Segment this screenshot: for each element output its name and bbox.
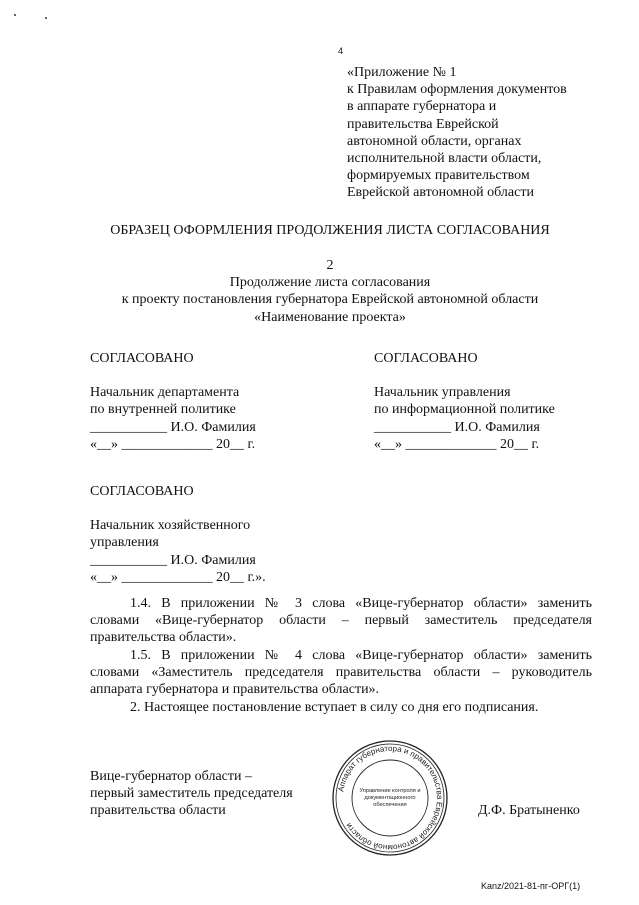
approval-line: ___________ И.О. Фамилия <box>374 419 540 435</box>
stamp-center-line: документационного <box>364 795 416 801</box>
stamp-center-line: Управление контроля и <box>359 788 421 794</box>
paragraph-1-5 <box>90 647 592 699</box>
approval-title: СОГЛАСОВАНО <box>90 351 194 366</box>
footer-code: Kanz/2021-81-пг-ОРГ(1) <box>481 881 581 891</box>
approval-line: «__» _____________ 20__ г.». <box>90 569 266 585</box>
sheet-line: к проекту постановления губернатора Еврейской автономной области <box>121 292 539 308</box>
approval-line: «__» _____________ 20__ г. <box>90 436 256 452</box>
document-heading: ОБРАЗЕЦ ОФОРМЛЕНИЯ ПРОДОЛЖЕНИЯ ЛИСТА СОГЛАСОВАНИЯ <box>110 223 550 238</box>
paragraph-line: 2. Настоящее постановление вступает в силу со дня его подписания. <box>130 700 539 715</box>
paragraph-1-4 <box>90 595 592 647</box>
page-number: 4 <box>338 46 344 56</box>
appendix-line: Еврейской автономной области <box>347 185 534 201</box>
approval-block <box>90 483 266 586</box>
signer-name: Д.Ф. Братыненко <box>478 803 580 818</box>
signature-position <box>90 768 293 820</box>
sheet-line: Продолжение листа согласования <box>229 275 431 291</box>
appendix-line: исполнительной власти области, <box>347 151 542 167</box>
paragraph-line: словами «Вице-губернатор области – первый заместитель председателя <box>90 613 592 629</box>
approval-line: ___________ И.О. Фамилия <box>90 419 256 435</box>
paragraph-line: 1.5. В приложении № 4 слова «Вице-губернатор области» заменить <box>130 648 592 663</box>
appendix-line: автономной области, органах <box>347 133 522 149</box>
approval-line: Начальник хозяйственного <box>90 518 251 534</box>
stamp-center-line: обеспечения <box>373 802 407 808</box>
approval-line: «__» _____________ 20__ г. <box>374 436 540 452</box>
paragraph-line: 1.4. В приложении № 3 слова «Вице-губернатор области» заменить <box>130 596 592 611</box>
appendix-line: формируемых правительством <box>347 168 530 184</box>
scan-speck <box>14 14 16 16</box>
sheet-line: «Наименование проекта» <box>254 309 406 325</box>
appendix-line: «Приложение № 1 <box>347 65 457 80</box>
approval-line: Начальник управления <box>374 385 511 401</box>
paragraph-line: аппарата губернатора и правительства области». <box>90 682 380 698</box>
approval-block <box>90 350 256 453</box>
approval-line: ___________ И.О. Фамилия <box>90 552 256 568</box>
sheet-header <box>60 257 600 326</box>
appendix-line: правительства Еврейской <box>347 116 499 132</box>
paragraph-line: словами «Заместитель председателя правительства области – руководитель <box>90 665 592 681</box>
signature-position-line: Вице-губернатор области – <box>90 769 252 784</box>
appendix-block <box>347 64 567 202</box>
approval-title: СОГЛАСОВАНО <box>90 484 194 499</box>
paragraph-2 <box>90 699 592 716</box>
approval-line: по внутренней политике <box>90 402 236 418</box>
stamp-ring-text: Аппарат губернатора и правительства Еврейской автономной области <box>336 743 445 853</box>
signature-position-line: правительства области <box>90 803 226 819</box>
approval-block <box>374 350 555 453</box>
approval-line: по информационной политике <box>374 402 555 418</box>
paragraph-line: правительства области». <box>90 630 237 646</box>
scan-speck <box>45 17 47 19</box>
sheet-number: 2 <box>326 258 334 273</box>
approval-line: Начальник департамента <box>90 385 240 401</box>
approval-title: СОГЛАСОВАНО <box>374 351 478 366</box>
official-stamp <box>330 738 450 858</box>
signature-position-line: первый заместитель председателя <box>90 786 293 802</box>
approval-line: управления <box>90 535 159 551</box>
appendix-line: в аппарате губернатора и <box>347 99 497 115</box>
appendix-line: к Правилам оформления документов <box>347 82 567 98</box>
